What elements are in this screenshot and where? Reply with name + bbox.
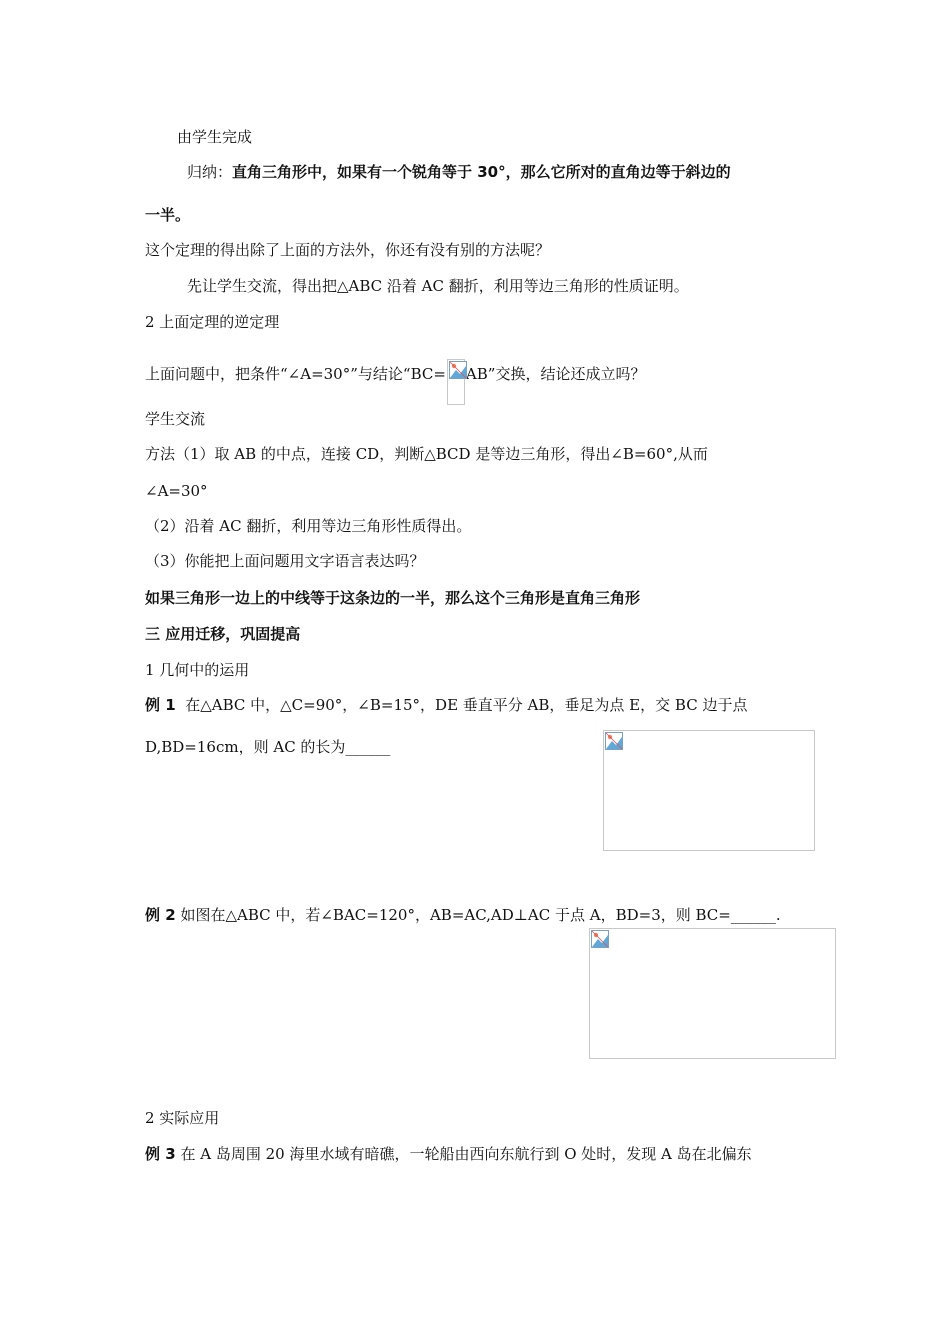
question-line	[145, 359, 645, 405]
text-line: 这个定理的得出除了上面的方法外，你还有没有别的方法呢？	[145, 241, 551, 259]
question-part-2: AB”交换，结论还成立吗？	[465, 365, 646, 383]
image-placeholder-icon	[449, 361, 467, 379]
image-placeholder-icon	[605, 732, 623, 750]
theorem-text: 直角三角形中，如果有一个锐角等于 30°，那么它所对的直角边等于斜边的	[232, 163, 731, 181]
summary-line	[187, 162, 731, 182]
example-text: 如图在△ABC 中，若∠BAC=120°，AB=AC,AD⊥AC 于点 A，BD=3，则 BC=______.	[180, 906, 781, 924]
figure-placeholder	[603, 730, 815, 851]
example-label: 例 2	[145, 906, 176, 924]
section-heading: 三 应用迁移，巩固提高	[145, 625, 301, 643]
text-line: ∠A=30°	[145, 482, 208, 500]
example-2-line	[145, 905, 781, 925]
text-line: D,BD=16cm，则 AC 的长为______	[145, 738, 391, 756]
broken-image-inline	[447, 359, 465, 405]
theorem-text-cont: 一半。	[145, 206, 191, 224]
example-text: 在△ABC 中，△C=90°，∠B=15°，DE 垂直平分 AB，垂足为点 E，交 BC 边于点	[185, 696, 748, 714]
figure-placeholder	[589, 928, 836, 1059]
theorem-statement: 如果三角形一边上的中线等于这条边的一半，那么这个三角形是直角三角形	[145, 589, 641, 607]
text-line: （2）沿着 AC 翻折，利用等边三角形性质得出。	[145, 517, 472, 535]
text-line: 由学生完成	[177, 128, 253, 146]
text-line: 学生交流	[145, 410, 206, 428]
text-line: 先让学生交流，得出把△ABC 沿着 AC 翻折，利用等边三角形的性质证明。	[187, 277, 689, 295]
summary-label: 归纳：	[187, 163, 233, 181]
text-line: （3）你能把上面问题用文字语言表达吗？	[145, 552, 425, 570]
subsection-heading: 2 实际应用	[145, 1109, 220, 1127]
example-1-line	[145, 695, 747, 715]
example-3-line	[145, 1144, 752, 1164]
image-placeholder-icon	[591, 930, 609, 948]
text-line: 方法（1）取 AB 的中点，连接 CD，判断△BCD 是等边三角形，得出∠B=60°,从而	[145, 445, 708, 463]
example-label: 例 1	[145, 696, 176, 714]
subsection-heading: 1 几何中的运用	[145, 661, 250, 679]
example-text: 在 A 岛周围 20 海里水域有暗礁，一轮船由西向东航行到 O 处时，发现 A 岛在北偏东	[180, 1145, 752, 1163]
section-heading: 2 上面定理的逆定理	[145, 313, 280, 331]
example-label: 例 3	[145, 1145, 176, 1163]
question-part-1: 上面问题中，把条件“∠A=30°”与结论“BC=	[145, 365, 446, 383]
